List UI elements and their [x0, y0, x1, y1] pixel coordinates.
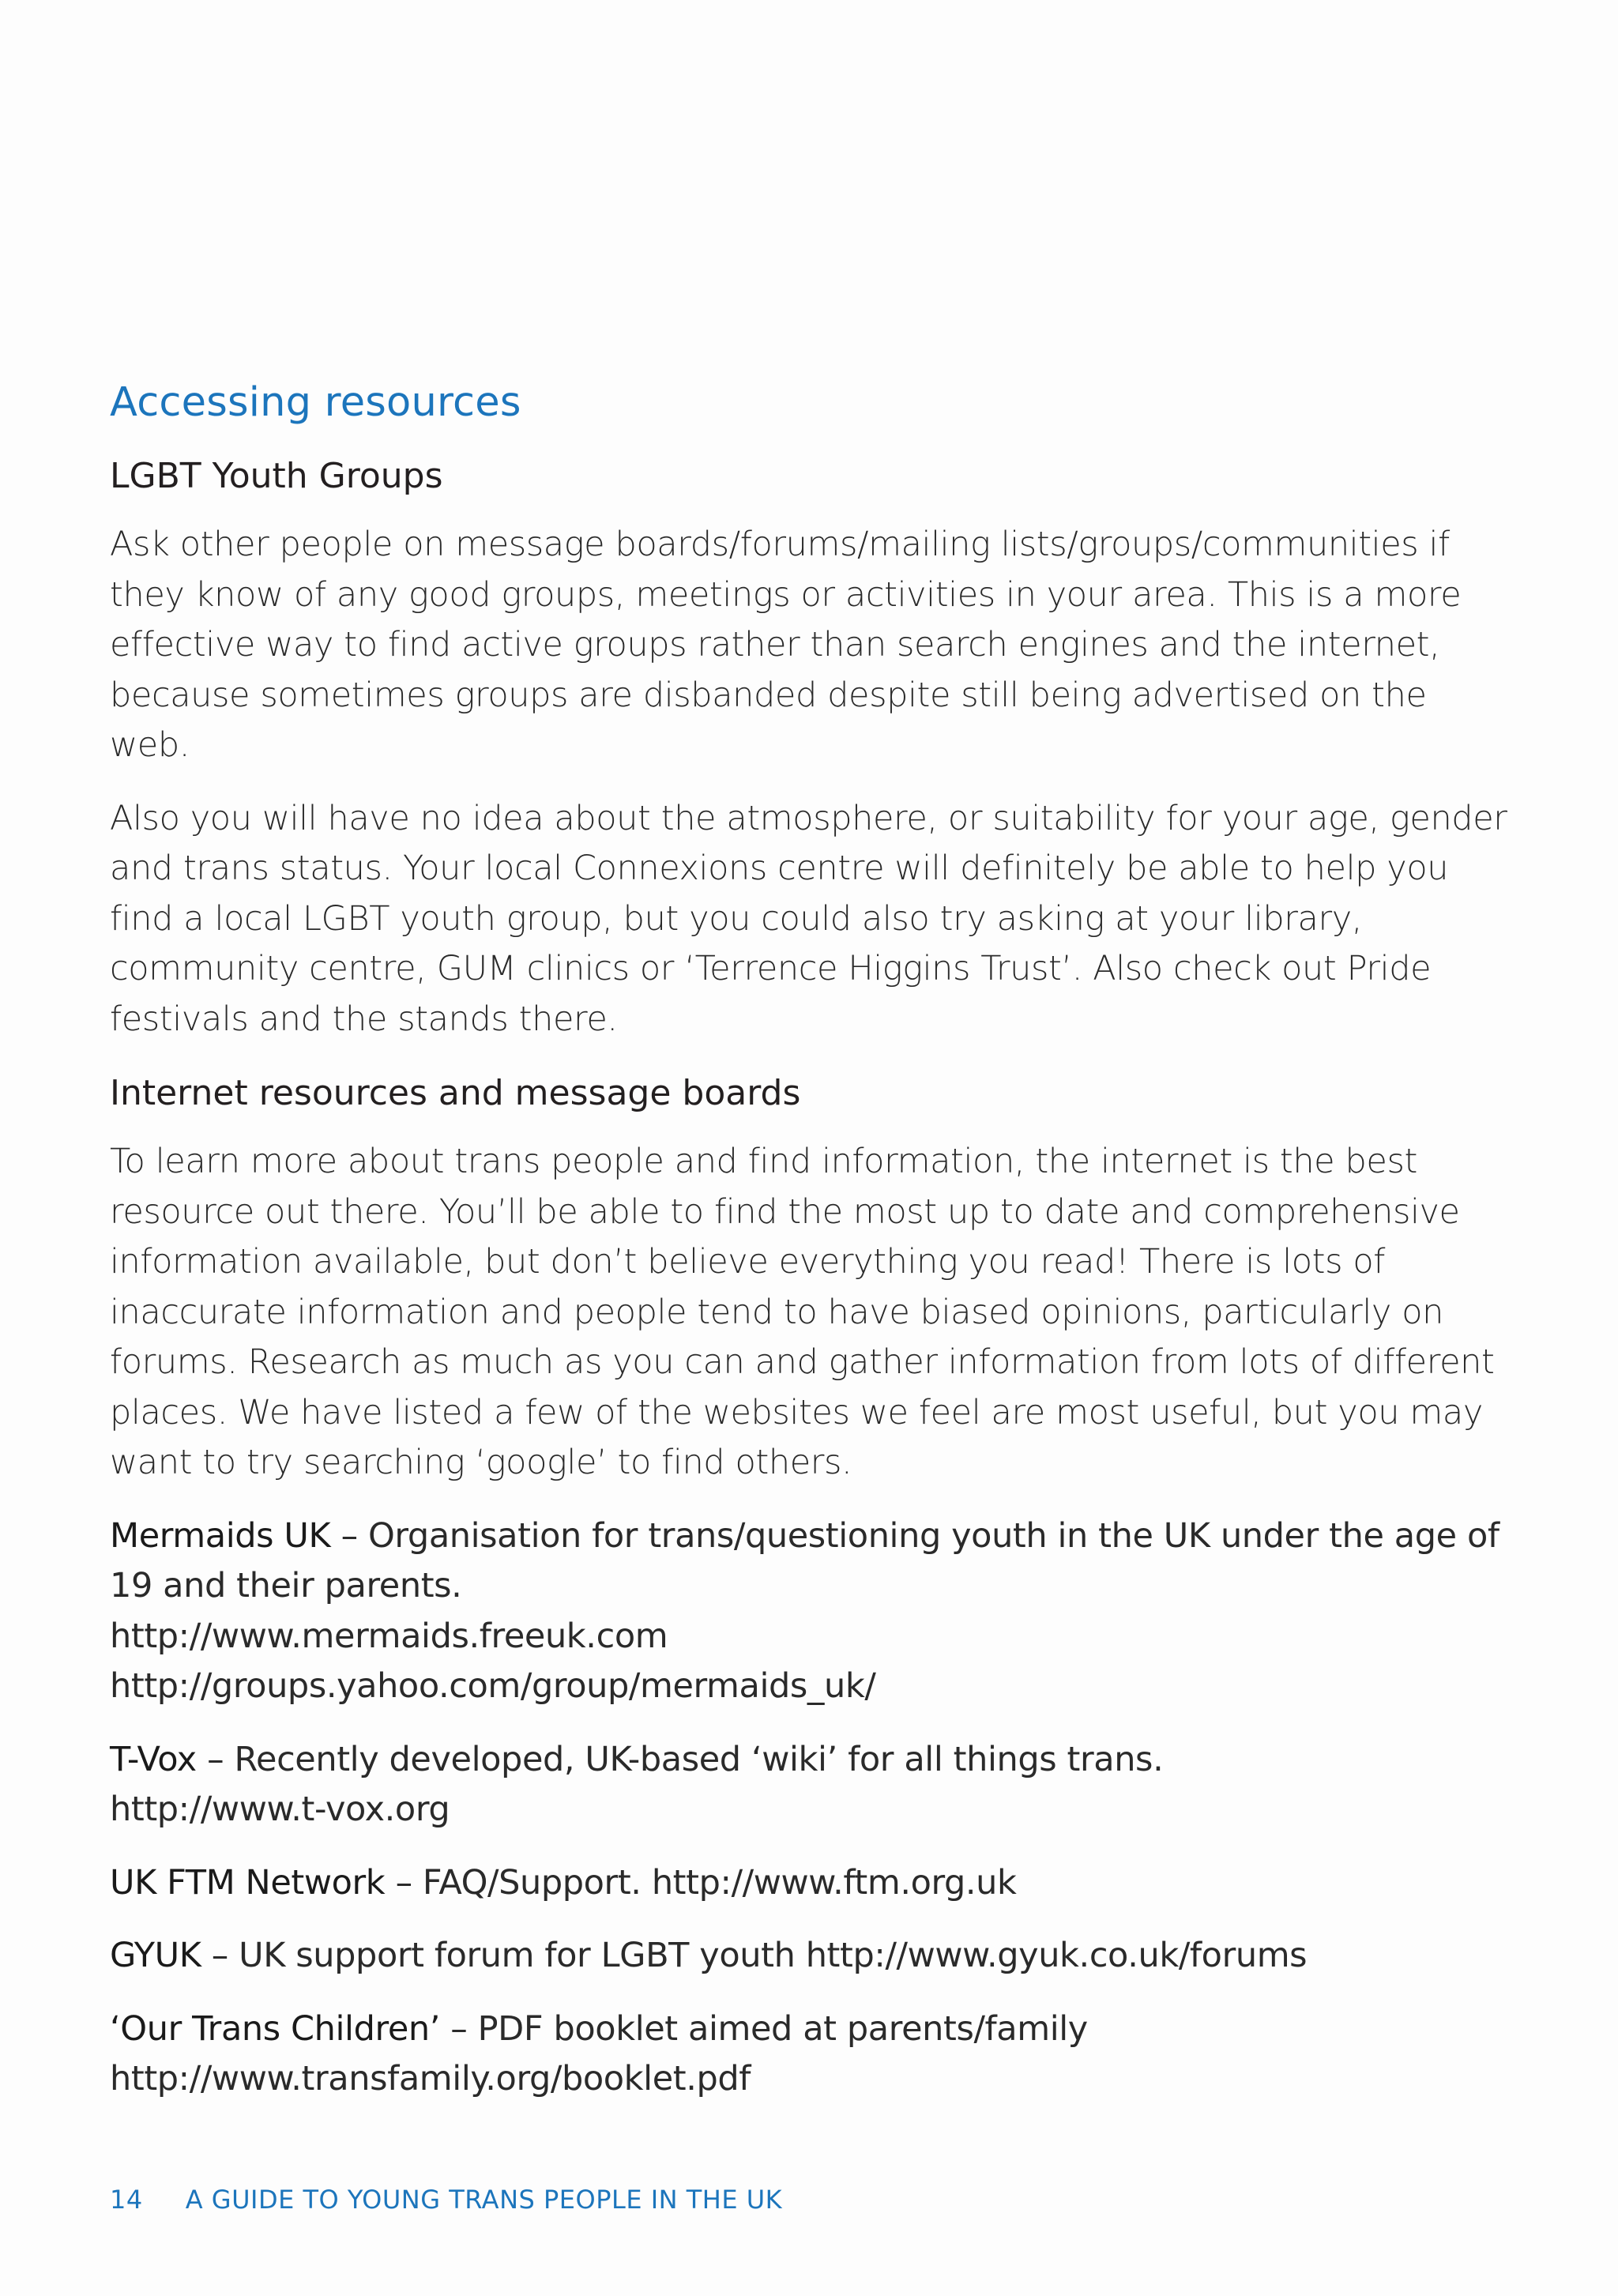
internet-resources-heading: Internet resources and message boards: [110, 1073, 801, 1113]
resource-name: UK FTM Network: [110, 1862, 386, 1903]
resource-description: – FAQ/Support. http://www.ftm.org.uk: [385, 1862, 1017, 1903]
youth-groups-paragraph-2: Also you will have no idea about the atmosphere, or suitability for your age, gender and trans status. Your local Connexions centre will definitely be able to help you find a local LGBT youth group, but you could also try asking at your library, community centre, GUM clinics or ‘Terrence Higgins Trust’. Also check out Pride festivals and the stands there.: [110, 798, 1507, 1039]
resource-link[interactable]: http://www.mermaids.freeuk.com: [110, 1616, 668, 1656]
page-content: [110, 371, 1516, 2128]
resource-link[interactable]: http://www.transfamily.org/booklet.pdf: [110, 2059, 751, 2098]
resource-our-trans-children: [110, 2004, 1516, 2105]
youth-groups-heading: LGBT Youth Groups: [110, 456, 443, 496]
resource-description: – PDF booklet aimed at parents/family: [440, 2008, 1088, 2049]
resource-uk-ftm-network: [110, 1858, 1516, 1909]
resource-description: – Organisation for trans/questioning youth in the UK under the age of 19 and their parents.: [110, 1515, 1499, 1605]
internet-resources-paragraph: To learn more about trans people and find information, the internet is the best resource out there. You’ll be able to find the most up to date and comprehensive information available, but don’t believe everything you read! There is lots of inaccurate information and people tend to have biased opinions, particularly on forums. Research as much as you can and gather information from lots of different places. We have listed a few of the websites we feel are most useful, but you may want to try searching ‘google’ to find others.: [110, 1142, 1495, 1482]
section-title: Accessing resources: [110, 379, 521, 426]
resource-link[interactable]: http://groups.yahoo.com/group/mermaids_uk/: [110, 1666, 876, 1706]
resource-link[interactable]: http://www.t-vox.org: [110, 1790, 450, 1829]
resource-name: GYUK: [110, 1936, 201, 1975]
footer-title: A GUIDE TO YOUNG TRANS PEOPLE IN THE UK: [185, 2185, 783, 2215]
resource-description: – UK support forum for LGBT youth http://www.gyuk.co.uk/forums: [201, 1936, 1308, 1975]
resource-t-vox: [110, 1735, 1516, 1835]
youth-groups-paragraph-1: Ask other people on message boards/forums/mailing lists/groups/communities if they know of any good groups, meetings or activities in your area. This is a more effective way to find active groups rather than search engines and the internet, because sometimes groups are disbanded despite still being advertised on the web.: [110, 525, 1462, 765]
resource-name: T-Vox: [110, 1739, 197, 1779]
resource-name: Mermaids UK: [110, 1515, 331, 1556]
resource-gyuk: [110, 1931, 1516, 1982]
page-number: 14: [110, 2185, 143, 2215]
resource-description: – Recently developed, UK-based ‘wiki’ for all things trans.: [196, 1739, 1164, 1779]
resource-name: ‘Our Trans Children’: [110, 2008, 440, 2049]
resource-mermaids-uk: [110, 1511, 1516, 1712]
page-footer: [110, 2182, 782, 2217]
